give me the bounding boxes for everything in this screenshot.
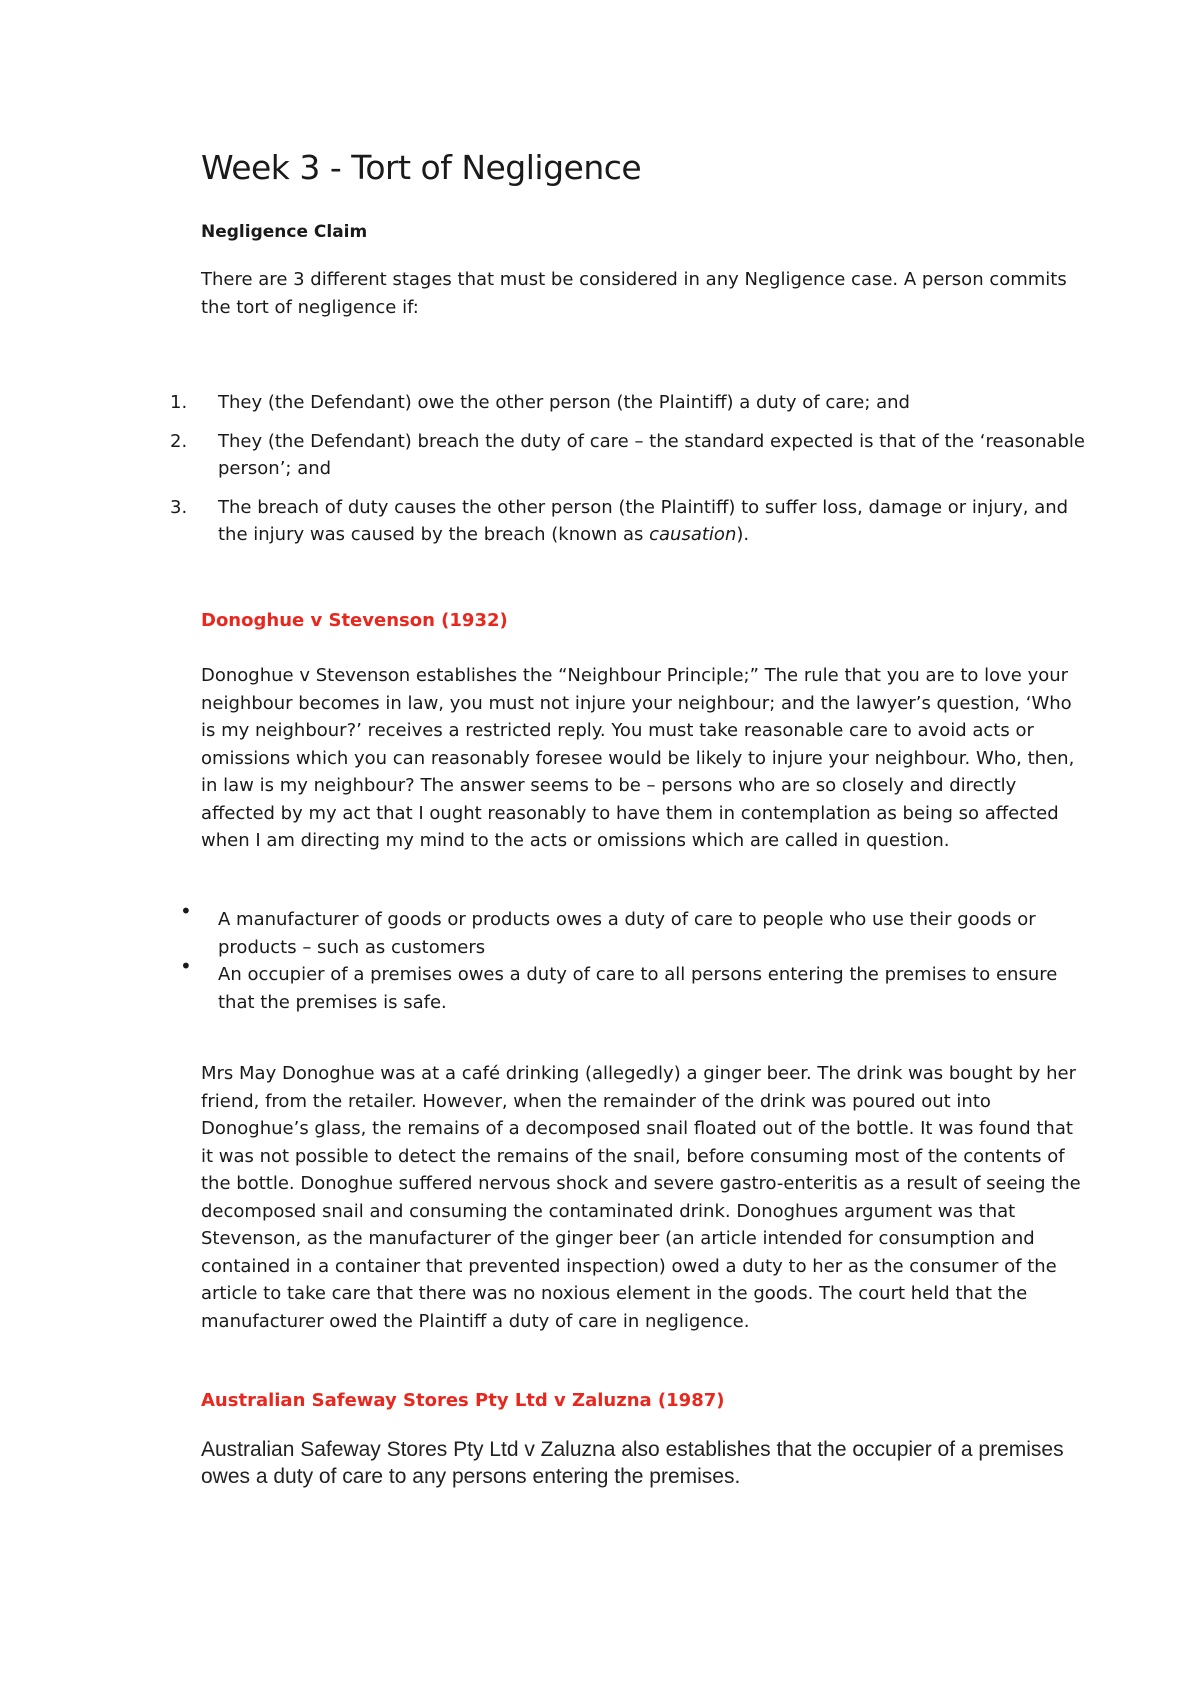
intro-paragraph: There are 3 different stages that must be considered in any Negligence case. A person commits the tort of negligence if: <box>201 269 1067 318</box>
list-item-text-part: The breach of duty causes the other person (the Plaintiff) to suffer loss, damage or injury, and the injury was caused by the breach (known as <box>218 496 1069 545</box>
list-number: 1. <box>170 392 188 413</box>
page-title: Week 3 - Tort of Negligence <box>201 148 642 187</box>
list-item-text-part: ). <box>736 524 750 545</box>
list-item-text: An occupier of a premises owes a duty of care to all persons entering the premises to ensure that the premises is safe. <box>218 964 1058 1013</box>
list-item <box>170 389 1090 417</box>
list-item-text: They (the Defendant) breach the duty of care – the standard expected is that of the ‘reasonable person’; and <box>218 430 1085 479</box>
list-item-text: A manufacturer of goods or products owes a duty of care to people who use their goods or products – such as customers <box>218 909 1036 958</box>
list-number: 2. <box>170 430 188 452</box>
neighbour-principle-paragraph: Donoghue v Stevenson establishes the “Neighbour Principle;” The rule that you are to love your neighbour becomes in law, you must not injure your neighbour; and the lawyer’s question, ‘Who is my neighbour?’ receives a restricted reply. You must take reasonable care to avoid acts or omissions which you can reasonably foresee would be likely to injure your neighbour. Who, then, in law is my neighbour? The answer seems to be – persons who are so closely and directly affected by my act that I ought reasonably to have them in contemplation as being so affected when I am directing my mind to the acts or omissions which are called in question. <box>201 665 1075 851</box>
section-subheading: Negligence Claim <box>201 222 368 242</box>
list-number: 3. <box>170 496 188 518</box>
list-item <box>180 899 1090 961</box>
case-facts-paragraph: Mrs May Donoghue was at a café drinking (allegedly) a ginger beer. The drink was bought by her friend, from the retailer. However, when the remainder of the drink was poured out into Donoghue’s glass, the remains of a decomposed snail floated out of the bottle. It was found that it was not possible to detect the remains of the snail, before consuming most of the contents of the bottle. Donoghue suffered nervous shock and severe gastro-enteritis as a result of seeing the decomposed snail and consuming the contaminated drink. Donoghues argument was that Stevenson, as the manufacturer of the ginger beer (an article intended for consumption and contained in a container that prevented inspection) owed a duty to her as the consumer of the article to take care that there was no noxious element in the goods. The court held that the manufacturer owed the Plaintiff a duty of care in negligence. <box>201 1063 1081 1332</box>
list-item <box>170 494 1090 549</box>
causation-term: causation <box>649 524 737 545</box>
list-item-text <box>218 497 1068 546</box>
bullet-dot-icon: • <box>180 954 192 978</box>
duty-bullets-list <box>180 899 1090 1016</box>
safeway-paragraph: Australian Safeway Stores Pty Ltd v Zaluzna also establishes that the occupier of a premises owes a duty of care to any persons entering the premises. <box>201 1438 1064 1488</box>
list-item <box>180 954 1090 1016</box>
list-item-text: They (the Defendant) owe the other person (the Plaintiff) a duty of care; and <box>218 392 910 413</box>
list-item <box>170 428 1090 483</box>
case-heading-donoghue: Donoghue v Stevenson (1932) <box>201 610 508 631</box>
stages-list <box>170 389 1090 560</box>
case-heading-safeway: Australian Safeway Stores Pty Ltd v Zaluzna (1987) <box>201 1390 725 1411</box>
bullet-dot-icon: • <box>180 899 192 923</box>
